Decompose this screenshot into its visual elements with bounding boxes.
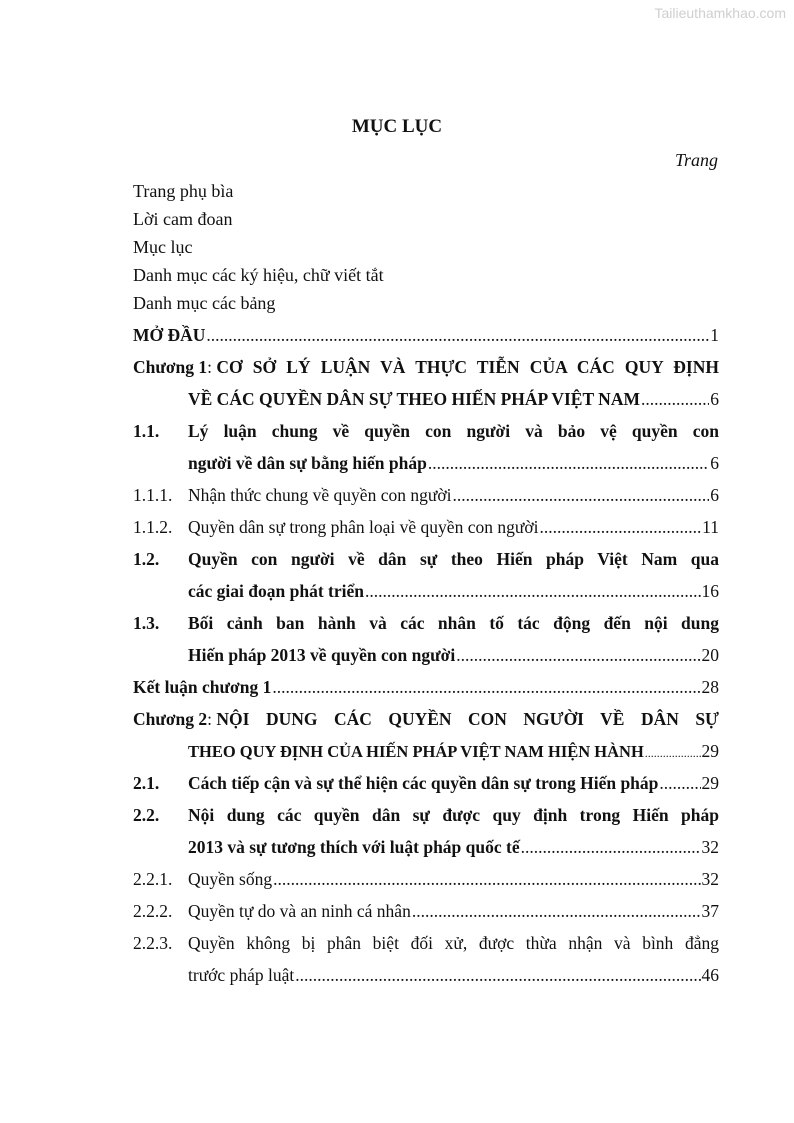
section-number: 1.1.: [133, 421, 160, 441]
toc-entry-1-3-cont[interactable]: [188, 639, 719, 671]
toc-entry-1-3[interactable]: [133, 607, 719, 639]
toc-entry-ket-luan-1[interactable]: [133, 671, 719, 703]
toc-entry-2-2-3[interactable]: [133, 927, 719, 959]
page-column-label: Trang: [674, 150, 718, 170]
toc-entry-chapter-1-cont[interactable]: [188, 383, 719, 415]
toc-page-number: 28: [701, 677, 719, 697]
toc-page-number: 11: [702, 517, 719, 537]
toc-entry-title: CƠ SỞ LÝ LUẬN VÀ THỰC TIỄN CỦA CÁC QUY ĐỊNH: [216, 357, 719, 377]
toc-entry-2-2-cont[interactable]: [188, 831, 719, 863]
toc-entry-title: Bối cảnh ban hành và các nhân tố tác động đến nội dung: [188, 613, 719, 633]
toc-page-number: 29: [701, 741, 719, 761]
dot-leader: [206, 319, 709, 351]
toc-entry-title: Cách tiếp cận và sự thể hiện các quyền dân sự trong Hiến pháp: [188, 773, 659, 793]
toc-entry-1-1-1[interactable]: [133, 479, 719, 511]
toc-page-number: 46: [701, 965, 719, 985]
toc-entry-title: NỘI DUNG CÁC QUYỀN CON NGƯỜI VỀ DÂN SỰ: [216, 709, 719, 729]
toc-page-number: 32: [701, 837, 719, 857]
toc-entry-2-1[interactable]: [133, 767, 719, 799]
section-number: 1.1.1.: [133, 485, 173, 505]
front-matter-item[interactable]: Trang phụ bìa: [133, 181, 234, 201]
dot-leader: [365, 575, 701, 607]
toc-entry-chapter-2-cont[interactable]: [188, 735, 719, 767]
section-number: 2.2.1.: [133, 869, 173, 889]
toc-entry-title: Quyền dân sự trong phân loại về quyền con người: [188, 517, 539, 537]
toc-entry-2-2[interactable]: [133, 799, 719, 831]
toc-page-number: 37: [701, 901, 719, 921]
toc-page-number: 16: [701, 581, 719, 601]
chapter-prefix: Chương 1: [133, 357, 208, 377]
dot-leader: [456, 639, 700, 671]
dot-leader: [272, 671, 700, 703]
section-number: 1.2.: [133, 549, 160, 569]
toc-entry-2-2-3-cont[interactable]: [188, 959, 719, 991]
toc-entry-title: Nội dung các quyền dân sự được quy định trong Hiến pháp: [188, 805, 719, 825]
section-number: 2.2.3.: [133, 933, 173, 953]
toc-page-number: 1: [710, 325, 719, 345]
toc-page-number: 20: [701, 645, 719, 665]
toc-entry-title-cont: các giai đoạn phát triển: [188, 581, 364, 601]
toc-entry-1-1[interactable]: [133, 415, 719, 447]
toc-entry-title: Kết luận chương 1: [133, 677, 272, 697]
toc-page-number: 32: [701, 869, 719, 889]
toc-entry-title-cont: 2013 và sự tương thích với luật pháp quốc tế: [188, 837, 520, 857]
toc-entry-2-2-1[interactable]: [133, 863, 719, 895]
toc-entry-title: Quyền không bị phân biệt đối xử, được thừa nhận và bình đẳng: [188, 933, 719, 953]
section-number: 2.1.: [133, 773, 160, 793]
toc-entry-title: Quyền sống: [188, 869, 273, 889]
toc-page-number: 29: [701, 773, 719, 793]
page-title: MỤC LỤC: [351, 116, 443, 137]
toc-entry-title-cont: THEO QUY ĐỊNH CỦA HIẾN PHÁP VIỆT NAM HIỆN HÀNH: [188, 742, 644, 761]
chapter-separator: :: [207, 357, 217, 377]
dot-leader: [521, 831, 701, 863]
dot-leader: [659, 767, 700, 799]
front-matter-item[interactable]: Lời cam đoan: [133, 209, 233, 229]
toc-page-number: 6: [710, 485, 719, 505]
toc-entry-1-1-cont[interactable]: [188, 447, 719, 479]
toc-entry-title-cont: trước pháp luật: [188, 965, 295, 985]
front-matter-item[interactable]: Danh mục các bảng: [133, 293, 276, 313]
toc-entry-1-2-cont[interactable]: [188, 575, 719, 607]
toc-entry-1-1-2[interactable]: [133, 511, 719, 543]
section-number: 2.2.2.: [133, 901, 173, 921]
dot-leader: [645, 737, 701, 769]
toc-entry-2-2-2[interactable]: [133, 895, 719, 927]
toc-entry-title-cont: Hiến pháp 2013 về quyền con người: [188, 645, 456, 665]
section-number: 1.3.: [133, 613, 160, 633]
toc-page-number: 6: [710, 453, 719, 473]
front-matter-list: [133, 177, 384, 317]
dot-leader: [539, 511, 701, 543]
toc-entry-chapter-1[interactable]: [133, 351, 719, 383]
toc-entry-title-cont: VỀ CÁC QUYỀN DÂN SỰ THEO HIẾN PHÁP VIỆT NAM: [188, 389, 640, 409]
dot-leader: [295, 959, 700, 991]
toc-entry-title: Quyền tự do và an ninh cá nhân: [188, 901, 411, 921]
front-matter-item[interactable]: Danh mục các ký hiệu, chữ viết tắt: [133, 265, 384, 285]
dot-leader: [428, 447, 709, 479]
toc-entry-mo-dau[interactable]: [133, 319, 719, 351]
toc-entry-title: Quyền con người về dân sự theo Hiến pháp Việt Nam qua: [188, 549, 719, 569]
table-of-contents: [133, 319, 719, 991]
toc-entry-title: MỞ ĐẦU: [133, 325, 206, 345]
chapter-separator: :: [207, 709, 217, 729]
toc-entry-title: Lý luận chung về quyền con người và bảo vệ quyền con: [188, 421, 719, 441]
toc-entry-chapter-2[interactable]: [133, 703, 719, 735]
dot-leader: [641, 383, 709, 415]
dot-leader: [452, 479, 709, 511]
toc-entry-1-2[interactable]: [133, 543, 719, 575]
toc-page-number: 6: [710, 389, 719, 409]
toc-entry-title: Nhận thức chung về quyền con người: [188, 485, 452, 505]
chapter-prefix: Chương 2: [133, 709, 208, 729]
section-number: 1.1.2.: [133, 517, 173, 537]
toc-entry-title-cont: người về dân sự bằng hiến pháp: [188, 453, 427, 473]
section-number: 2.2.: [133, 805, 160, 825]
watermark: Tailieuthamkhao.com: [654, 5, 786, 21]
dot-leader: [273, 863, 700, 895]
front-matter-item[interactable]: Mục lục: [133, 237, 193, 257]
dot-leader: [412, 895, 701, 927]
